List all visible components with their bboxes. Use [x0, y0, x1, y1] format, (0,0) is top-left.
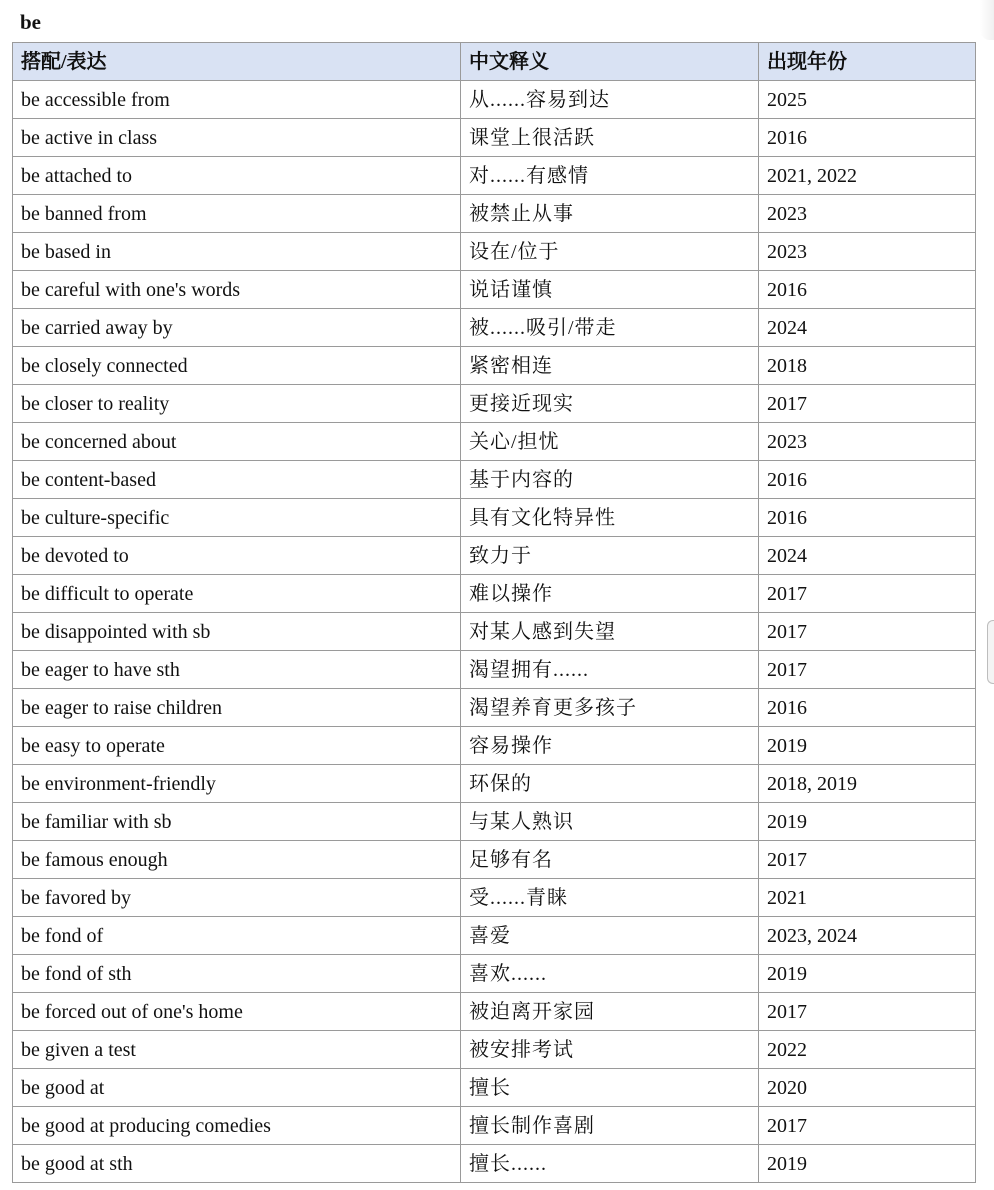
- table-row: [13, 917, 976, 955]
- year-cell: 2024: [759, 309, 976, 347]
- phrase-cell: be devoted to: [13, 537, 461, 575]
- year-cell: 2016: [759, 119, 976, 157]
- year-cell: 2019: [759, 955, 976, 993]
- year-cell: 2017: [759, 993, 976, 1031]
- phrase-cell: be fond of sth: [13, 955, 461, 993]
- phrase-cell: be good at producing comedies: [13, 1107, 461, 1145]
- meaning-cell: 课堂上很活跃: [461, 119, 759, 157]
- table-row: [13, 1107, 976, 1145]
- year-cell: 2016: [759, 461, 976, 499]
- meaning-cell: 设在/位于: [461, 233, 759, 271]
- phrase-cell: be eager to raise children: [13, 689, 461, 727]
- meaning-cell: 与某人熟识: [461, 803, 759, 841]
- meaning-cell: 说话谨慎: [461, 271, 759, 309]
- phrase-cell: be based in: [13, 233, 461, 271]
- meaning-cell: 被迫离开家园: [461, 993, 759, 1031]
- section-heading: be: [20, 10, 41, 34]
- meaning-cell: 基于内容的: [461, 461, 759, 499]
- meaning-cell: 被安排考试: [461, 1031, 759, 1069]
- table-row: [13, 157, 976, 195]
- meaning-cell: 具有文化特异性: [461, 499, 759, 537]
- table-row: [13, 727, 976, 765]
- table-header-row: [13, 43, 976, 81]
- year-cell: 2025: [759, 81, 976, 119]
- table-row: [13, 879, 976, 917]
- phrase-cell: be attached to: [13, 157, 461, 195]
- year-cell: 2021, 2022: [759, 157, 976, 195]
- phrase-cell: be difficult to operate: [13, 575, 461, 613]
- phrase-table: [12, 42, 976, 1183]
- table-row: [13, 461, 976, 499]
- table-row: [13, 1031, 976, 1069]
- year-cell: 2023: [759, 233, 976, 271]
- side-scroll-tab[interactable]: [987, 620, 994, 684]
- table-row: [13, 1145, 976, 1183]
- meaning-cell: 渴望养育更多孩子: [461, 689, 759, 727]
- table-row: [13, 993, 976, 1031]
- year-cell: 2017: [759, 1107, 976, 1145]
- header-phrase: 搭配/表达: [13, 43, 461, 81]
- phrase-cell: be culture-specific: [13, 499, 461, 537]
- phrase-cell: be careful with one's words: [13, 271, 461, 309]
- year-cell: 2023: [759, 423, 976, 461]
- phrase-cell: be closer to reality: [13, 385, 461, 423]
- year-cell: 2024: [759, 537, 976, 575]
- phrase-cell: be disappointed with sb: [13, 613, 461, 651]
- table-row: [13, 1069, 976, 1107]
- meaning-cell: 对某人感到失望: [461, 613, 759, 651]
- meaning-cell: 被禁止从事: [461, 195, 759, 233]
- table-row: [13, 499, 976, 537]
- table-row: [13, 841, 976, 879]
- phrase-cell: be good at: [13, 1069, 461, 1107]
- table-row: [13, 385, 976, 423]
- meaning-cell: 喜欢......: [461, 955, 759, 993]
- year-cell: 2016: [759, 499, 976, 537]
- meaning-cell: 被......吸引/带走: [461, 309, 759, 347]
- year-cell: 2019: [759, 1145, 976, 1183]
- year-cell: 2021: [759, 879, 976, 917]
- meaning-cell: 从......容易到达: [461, 81, 759, 119]
- phrase-cell: be favored by: [13, 879, 461, 917]
- table-row: [13, 347, 976, 385]
- year-cell: 2022: [759, 1031, 976, 1069]
- phrase-cell: be easy to operate: [13, 727, 461, 765]
- year-cell: 2020: [759, 1069, 976, 1107]
- phrase-cell: be content-based: [13, 461, 461, 499]
- table-row: [13, 81, 976, 119]
- phrase-cell: be forced out of one's home: [13, 993, 461, 1031]
- header-meaning: 中文释义: [461, 43, 759, 81]
- phrase-cell: be environment-friendly: [13, 765, 461, 803]
- year-cell: 2017: [759, 575, 976, 613]
- phrase-cell: be accessible from: [13, 81, 461, 119]
- year-cell: 2023, 2024: [759, 917, 976, 955]
- meaning-cell: 擅长......: [461, 1145, 759, 1183]
- table-row: [13, 195, 976, 233]
- phrase-cell: be active in class: [13, 119, 461, 157]
- meaning-cell: 喜爱: [461, 917, 759, 955]
- year-cell: 2023: [759, 195, 976, 233]
- year-cell: 2016: [759, 689, 976, 727]
- meaning-cell: 受......青睐: [461, 879, 759, 917]
- table-row: [13, 575, 976, 613]
- year-cell: 2017: [759, 841, 976, 879]
- table-row: [13, 537, 976, 575]
- year-cell: 2019: [759, 803, 976, 841]
- phrase-cell: be good at sth: [13, 1145, 461, 1183]
- year-cell: 2018, 2019: [759, 765, 976, 803]
- meaning-cell: 对......有感情: [461, 157, 759, 195]
- phrase-cell: be fond of: [13, 917, 461, 955]
- table-row: [13, 765, 976, 803]
- year-cell: 2017: [759, 651, 976, 689]
- meaning-cell: 擅长: [461, 1069, 759, 1107]
- phrase-cell: be banned from: [13, 195, 461, 233]
- year-cell: 2017: [759, 613, 976, 651]
- meaning-cell: 致力于: [461, 537, 759, 575]
- meaning-cell: 足够有名: [461, 841, 759, 879]
- year-cell: 2017: [759, 385, 976, 423]
- table-row: [13, 803, 976, 841]
- window-edge-shadow: [980, 0, 994, 40]
- meaning-cell: 更接近现实: [461, 385, 759, 423]
- table-row: [13, 955, 976, 993]
- table-row: [13, 613, 976, 651]
- phrase-cell: be given a test: [13, 1031, 461, 1069]
- phrase-cell: be carried away by: [13, 309, 461, 347]
- meaning-cell: 容易操作: [461, 727, 759, 765]
- table-row: [13, 689, 976, 727]
- table-row: [13, 233, 976, 271]
- phrase-cell: be concerned about: [13, 423, 461, 461]
- table-row: [13, 119, 976, 157]
- table-body: [13, 81, 976, 1183]
- table-row: [13, 423, 976, 461]
- phrase-cell: be closely connected: [13, 347, 461, 385]
- phrase-cell: be familiar with sb: [13, 803, 461, 841]
- meaning-cell: 紧密相连: [461, 347, 759, 385]
- year-cell: 2016: [759, 271, 976, 309]
- meaning-cell: 擅长制作喜剧: [461, 1107, 759, 1145]
- phrase-cell: be eager to have sth: [13, 651, 461, 689]
- table-row: [13, 309, 976, 347]
- meaning-cell: 关心/担忧: [461, 423, 759, 461]
- meaning-cell: 难以操作: [461, 575, 759, 613]
- meaning-cell: 环保的: [461, 765, 759, 803]
- table-row: [13, 271, 976, 309]
- header-year: 出现年份: [759, 43, 976, 81]
- year-cell: 2019: [759, 727, 976, 765]
- year-cell: 2018: [759, 347, 976, 385]
- meaning-cell: 渴望拥有......: [461, 651, 759, 689]
- table-row: [13, 651, 976, 689]
- phrase-cell: be famous enough: [13, 841, 461, 879]
